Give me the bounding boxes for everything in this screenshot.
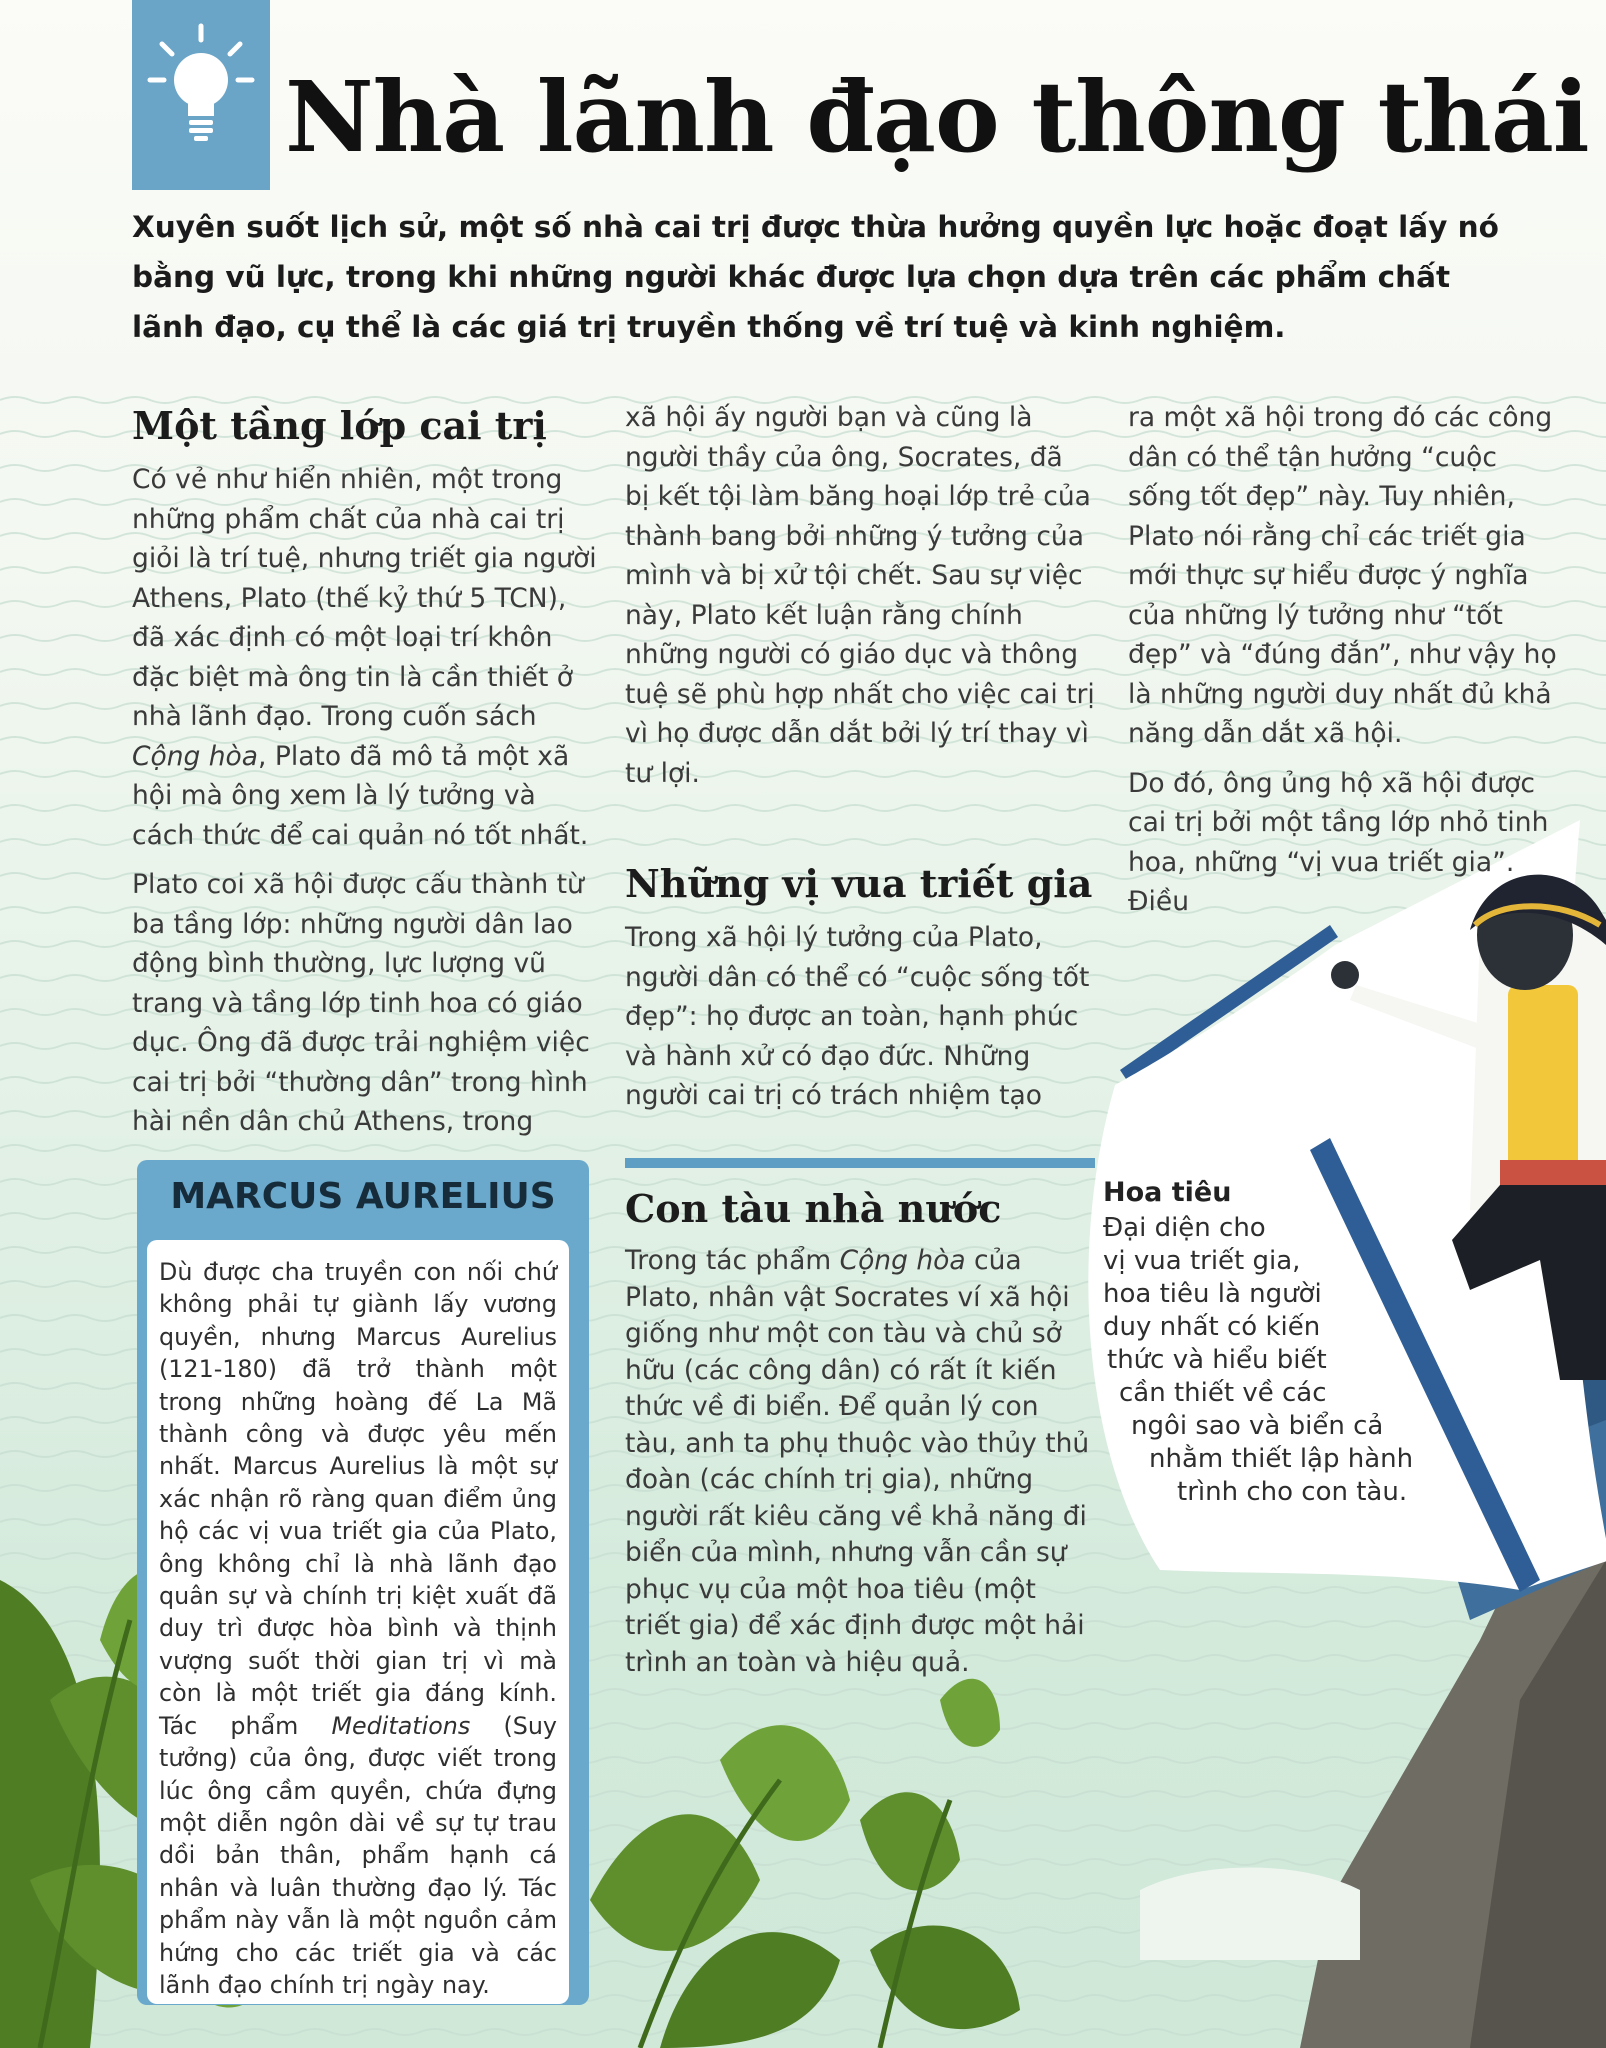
paragraph-socrates: xã hội ấy người bạn và cũng là người thầy của ông, Socrates, đã bị kết tội làm băng hoại lớp trẻ của thành bang bởi những ý tưởng của mình và bị xử tội chết. Sau sự việc này, Plato kết luận rằng chính những người có giáo dục và thông tuệ sẽ phù hợp nhất cho việc cai trị vì họ được dẫn dắt bởi lý trí thay vì tư lợi. [625,402,1095,789]
caption-line: duy nhất có kiến [1103,1312,1321,1342]
paragraph-philosophers-understand: ra một xã hội trong đó các công dân có thể tận hưởng “cuộc sống tốt đẹp” này. Tuy nhiên, Plato nói rằng chỉ các triết gia mới thực sự hiểu được ý nghĩa của những lý tưởng như “tốt đẹp” và “đúng đắn”, như vậy họ là những người duy nhất đủ khả năng dẫn dắt xã hội. [1128,402,1557,749]
caption-line: Đại diện cho [1103,1213,1266,1243]
caption-heading: Hoa tiêu [1103,1177,1232,1208]
caption-line: nhằm thiết lập hành [1149,1444,1414,1474]
marcus-aurelius-box [137,1160,589,2005]
intro-paragraph: Xuyên suốt lịch sử, một số nhà cai trị được thừa hưởng quyền lực hoặc đoạt lấy nó bằng vũ lực, trong khi những người khác được lựa chọn dựa trên các phẩm chất lãnh đạo, cụ thể là các giá trị truyền thống về trí tuệ và kinh nghiệm. [132,210,1499,344]
caption-line: hoa tiêu là người [1103,1279,1322,1309]
heading-ship-of-state: Con tàu nhà nước [625,1186,1002,1231]
caption-line: ngôi sao và biển cả [1131,1411,1384,1441]
caption-line: trình cho con tàu. [1177,1477,1408,1507]
heading-philosopher-kings: Những vị vua triết gia [625,861,1093,906]
lightbulb-icon [132,0,270,190]
caption-line: thức và hiểu biết [1107,1345,1327,1375]
sidebar-body: Dù được cha truyền con nối chứ không phải tự giành lấy vương quyền, nhưng Marcus Aurelius (121-180) đã trở thành một trong những hoàng đế La Mã thành công và được yêu mến nhất. Marcus Aurelius là một sự xác nhận rõ ràng quan điểm ủng hộ các vị vua triết gia của Plato, ông không chỉ là nhà lãnh đạo quân sự và chính trị kiệt xuất đã duy trì được hòa bình và thịnh vượng suốt thời gian trị vì mà còn là một triết gia đáng kính. Tác phẩm Meditations (Suy tưởng) của ông, được viết trong lúc ông cầm quyền, chứa đựng một diễn ngôn dài về sự tự trau dồi bản thân, phẩm hạnh cá nhân và luân thường đạo lý. Tác phẩm này vẫn là một nguồn cảm hứng cho các triết gia và các lãnh đạo chính trị ngày nay. [147,1240,569,2004]
paragraph-good-life: Trong xã hội lý tưởng của Plato, người dân có thể có “cuộc sống tốt đẹp”: họ được an toàn, hạnh phúc và hành xử có đạo đức. Những người cai trị có trách nhiệm tạo [625,922,1090,1111]
ship-of-state-text: Trong tác phẩm Cộng hòa của Plato, nhân vật Socrates ví xã hội giống như một con tàu và chủ sở hữu (các công dân) có rất ít kiến thức về đi biển. Để quản lý con tàu, anh ta phụ thuộc vào thủy thủ đoàn (các chính trị gia), những người rất kiêu căng về khả năng đi biển của mình, nhưng vẫn cần sự phục vụ của một hoa tiêu (một triết gia) để xác định được một hải trình an toàn và hiệu quả. [625,1245,1090,1678]
paragraph-plato-wisdom: Có vẻ như hiển nhiên, một trong những phẩm chất của nhà cai trị giỏi là trí tuệ, nhưng triết gia người Athens, Plato (thế kỷ thứ 5 TCN), đã xác định có một loại trí khôn đặc biệt mà ông tin là cần thiết ở nhà lãnh đạo. Trong cuốn sách Cộng hòa, Plato đã mô tả một xã hội mà ông xem là lý tưởng và cách thức để cai quản nó tốt nhất. [132,464,597,851]
column-2 [625,398,1095,803]
column-2-lower [625,918,1095,1126]
book-title-meditations: Meditations [331,1711,471,1740]
column-1 [132,460,602,1152]
paragraph-three-classes: Plato coi xã hội được cấu thành từ ba tầng lớp: những người dân lao động bình thường, lực lượng vũ trang và tầng lớp tinh hoa có giáo dục. Ông đã được trải nghiệm việc cai trị bởi “thường dân” trong hình hài nền dân chủ Athens, trong [132,869,590,1137]
sidebar-title: MARCUS AURELIUS [170,1176,556,1217]
title-tab [132,0,270,190]
book-title-republic-2: Cộng hòa [839,1245,966,1276]
column-3 [1128,398,1568,932]
caption-body [1103,1212,1423,1509]
section-divider [625,1158,1095,1168]
book-title-republic: Cộng hòa [132,740,259,772]
paragraph-elite-rule: Do đó, ông ủng hộ xã hội được cai trị bởi một tầng lớp nhỏ tinh hoa, những “vị vua triết gia”. Điều [1128,767,1549,917]
caption-line: vị vua triết gia, [1103,1246,1301,1276]
heading-ruling-class: Một tầng lớp cai trị [132,403,547,448]
caption-line: cần thiết về các [1119,1378,1327,1408]
page-title: Nhà lãnh đạo thông thái [285,60,1589,174]
island [1140,1868,1360,1961]
